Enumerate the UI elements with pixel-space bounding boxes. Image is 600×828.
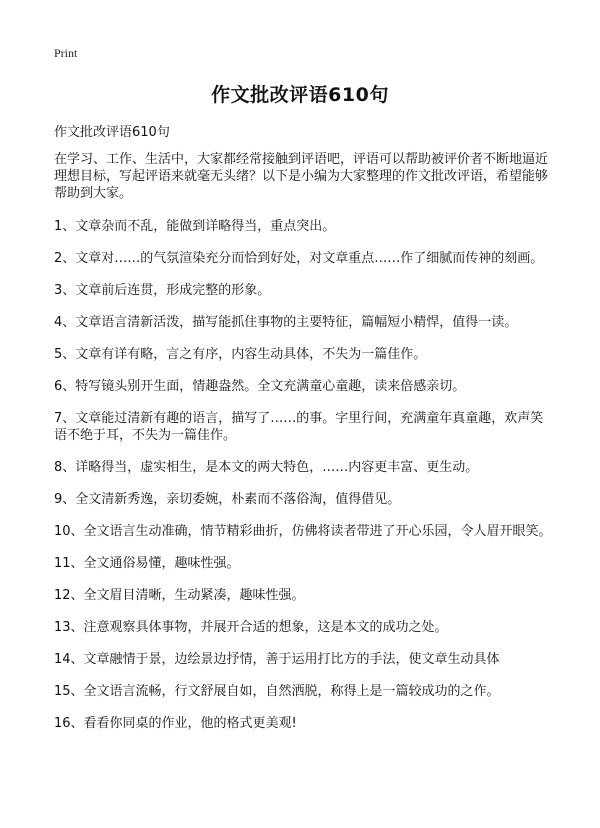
comment-item-13: 13、注意观察具体事物，并展开合适的想象，这是本文的成功之处。 [54,620,448,635]
comment-item-9: 9、全文清新秀逸，亲切委婉，朴素而不落俗淘，值得借见。 [54,492,401,507]
comment-item-6: 6、特写镜头别开生面，情趣盎然。全文充满童心童趣，读来倍感亲切。 [54,379,466,394]
intro-paragraph: 在学习、工作、生活中，大家都经常接触到评语吧，评语可以帮助被评价者不断地逼近理想目标，写起评语来就毫无头绪？以下是小编为大家整理的作文批改评语，希望能够帮助到大家。 [54,152,549,201]
comment-item-3: 3、文章前后连贯，形成完整的形象。 [54,283,271,298]
comment-item-15: 15、全文语言流畅，行文舒展自如，自然洒脱，称得上是一篇较成功的之作。 [54,684,500,699]
comment-item-11: 11、全文通俗易懂，趣味性强。 [54,556,240,571]
comment-item-14: 14、文章融情于景，边绘景边抒情，善于运用打比方的手法，使文章生动具体 [54,652,500,667]
print-link[interactable]: Print [54,46,78,60]
document-subtitle: 作文批改评语610句 [54,125,170,140]
document-body [54,151,554,732]
comment-item-16: 16、看看你同桌的作业，他的格式更美观! [54,716,297,731]
comment-item-2: 2、文章对……的气氛渲染充分而恰到好处，对文章重点……作了细腻而传神的刻画。 [54,251,544,266]
page-title: 作文批改评语610句 [211,84,389,106]
comment-item-1: 1、文章杂而不乱，能做到详略得当，重点突出。 [54,219,336,234]
comment-item-7: 7、文章能过清新有趣的语言，描写了……的事。字里行间，充满童年真童趣，欢声笑语不绝于耳，不失为一篇佳作。 [54,411,544,443]
comment-item-5: 5、文章有详有略，言之有序，内容生动具体，不失为一篇佳作。 [54,347,427,362]
comment-item-12: 12、全文眉目清晰，生动紧凑，趣味性强。 [54,588,305,603]
comment-item-8: 8、详略得当，虚实相生，是本文的两大特色，……内容更丰富、更生动。 [54,460,479,475]
comment-item-10: 10、全文语言生动准确，情节精彩曲折，仿佛将读者带进了开心乐园，令人眉开眼笑。 [54,524,552,539]
comment-item-4: 4、文章语言清新活泼，描写能抓住事物的主要特征，篇幅短小精悍，值得一读。 [54,315,518,330]
